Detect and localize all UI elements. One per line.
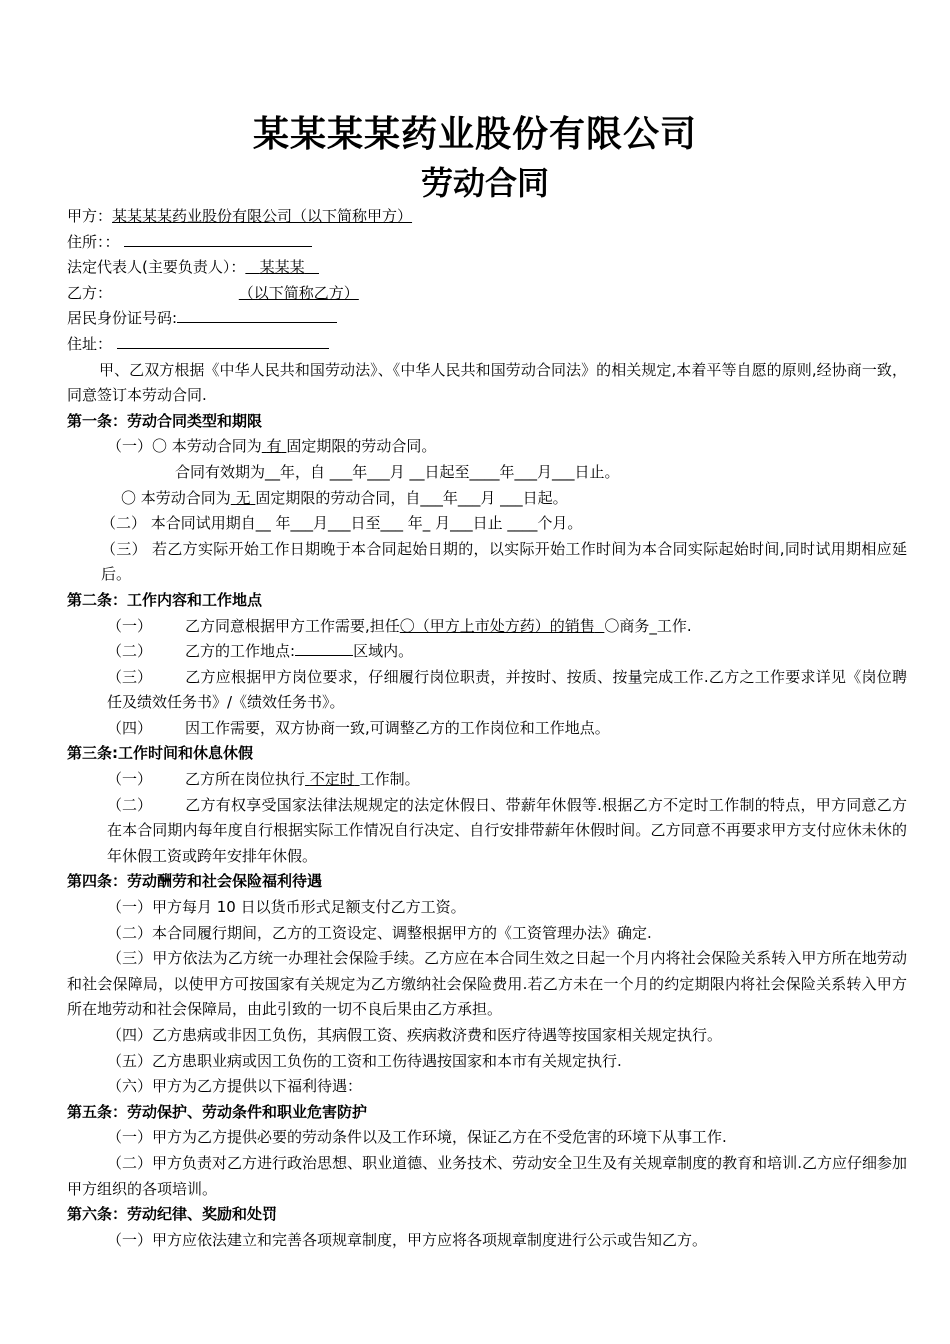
party-a-name-serif: 某某某某 [112, 207, 173, 225]
art4-item6: （六）甲方为乙方提供以下福利待遇： [107, 1077, 363, 1096]
art4-item4: （四）乙方患病或非因工负伤，其病假工资、疾病救济费和医疗待遇等按国家相关规定执行。 [107, 1026, 723, 1044]
article-5-heading: 第五条：劳动保护、劳动条件和职业危害防护 [67, 1102, 368, 1121]
article-2-heading: 第二条：工作内容和工作地点 [67, 590, 263, 609]
address-line [67, 230, 907, 256]
id-number-line [67, 306, 907, 332]
party-a-name: 药业股份有限公司（以下简称甲方） [172, 207, 413, 225]
company-title: 某某某某药业股份有限公司 [252, 114, 697, 155]
art2-item1: （一） 乙方同意根据甲方工作需要,担任〇（甲方上市处方药）的销售 〇商务_工作. [107, 616, 692, 635]
art4-item1: （一）甲方每月 10 日以货币形式足额支付乙方工资。 [107, 898, 466, 917]
art6-item1: （一）甲方应依法建立和完善各项规章制度，甲方应将各项规章制度进行公示或告知乙方。 [107, 1230, 708, 1249]
art4-item2: （二）本合同履行期间，乙方的工资设定、调整根据甲方的《工资管理办法》确定. [107, 923, 652, 942]
art1-item1-period: 合同有效期为__年，自 ___年___月 __日起至____年___月___日止。 [175, 462, 620, 481]
document-title: 劳动合同 [420, 164, 549, 202]
art3-item2: （二） 乙方有权享受国家法律法规规定的法定休假日、带薪年休假等.根据乙方不定时工作制的特点，甲方同意乙方在本合同期内每年度自行根据实际工作情况自行决定、自行安排带薪年休假时间。乙方同意不再要求甲方支付应休未休的年休假工资或跨年安排年休假。 [107, 795, 907, 865]
art4-item3: （三）甲方依法为乙方统一办理社会保险手续。乙方应在本合同生效之日起一个月内将社会保险关系转入甲方所在地劳动和社会保障局，以使甲方可按国家有关规定为乙方缴纳社会保险费用.若乙方未在一个月的约定期限内将社会保险关系转入甲方所在地劳动和社会保障局，由此引致的一切不良后果由乙方承担。 [67, 949, 907, 1019]
article-3-heading: 第三条:工作时间和休息休假 [67, 744, 253, 763]
art2-item3: （三） 乙方应根据甲方岗位要求，仔细履行岗位职责，并按时、按质、按量完成工作.乙方之工作要求详见《岗位聘任及绩效任务书》/《绩效任务书》。 [107, 667, 907, 712]
art3-item1: （一） 乙方所在岗位执行 不定时 工作制。 [107, 770, 420, 789]
address-blank[interactable] [124, 231, 312, 247]
id-label: 居民身份证号码: [67, 309, 178, 328]
art4-item5: （五）乙方患职业病或因工负伤的工资和工伤待遇按国家和本市有关规定执行. [107, 1051, 622, 1070]
art1-item2: （二） 本合同试用期自__ 年___月___日至___ 年_ 月___日止 ____个月。 [101, 514, 583, 533]
representative-line [67, 255, 907, 281]
party-a-line [67, 204, 907, 230]
article-4-heading: 第四条：劳动酬劳和社会保险福利待遇 [67, 872, 323, 891]
art2-item2: （二） 乙方的工作地点: 区域内。 [107, 642, 414, 661]
party-b-blank[interactable]: （以下简称乙方） [238, 283, 359, 302]
art2-item4: （四） 因工作需要，双方协商一致,可调整乙方的工作岗位和工作地点。 [107, 718, 610, 737]
article-1-heading: 第一条：劳动合同类型和期限 [67, 411, 263, 430]
id-blank[interactable] [177, 307, 337, 323]
b-address-line [67, 332, 907, 358]
art1-item1-open: 〇 本劳动合同为 无 固定期限的劳动合同，自___年___月 ___日起。 [121, 488, 568, 507]
party-a-label: 甲方： [67, 207, 113, 225]
b-address-label: 住址： [67, 334, 113, 353]
art1-item3: （三） 若乙方实际开始工作日期晚于本合同起始日期的，以实际开始工作时间为本合同实际起始时间,同时试用期相应延后。 [101, 539, 907, 584]
art1-item1: （一）〇 本劳动合同为 有 固定期限的劳动合同。 [107, 437, 437, 456]
contract-body [67, 204, 907, 1253]
rep-label: 法定代表人(主要负责人）： [67, 258, 246, 277]
party-b-label: 乙方： [67, 283, 113, 302]
art5-item2: （二）甲方负责对乙方进行政治思想、职业道德、业务技术、劳动安全卫生及有关规章制度的教育和培训.乙方应仔细参加甲方组织的各项培训。 [67, 1153, 907, 1198]
rep-name: 某某某 [259, 258, 305, 277]
intro-paragraph: 甲、乙双方根据《中华人民共和国劳动法》、《中华人民共和国劳动合同法》的相关规定,本着平等自愿的原则,经协商一致，同意签订本劳动合同. [67, 360, 907, 405]
art5-item1: （一）甲方为乙方提供必要的劳动条件以及工作环境，保证乙方在不受危害的环境下从事工作. [107, 1128, 727, 1147]
article-6-heading: 第六条：劳动纪律、奖励和处罚 [67, 1205, 278, 1224]
work-location-blank[interactable] [295, 640, 353, 656]
b-address-blank[interactable] [117, 333, 329, 349]
party-b-line [67, 281, 907, 307]
address-label: 住所：： [67, 232, 120, 251]
